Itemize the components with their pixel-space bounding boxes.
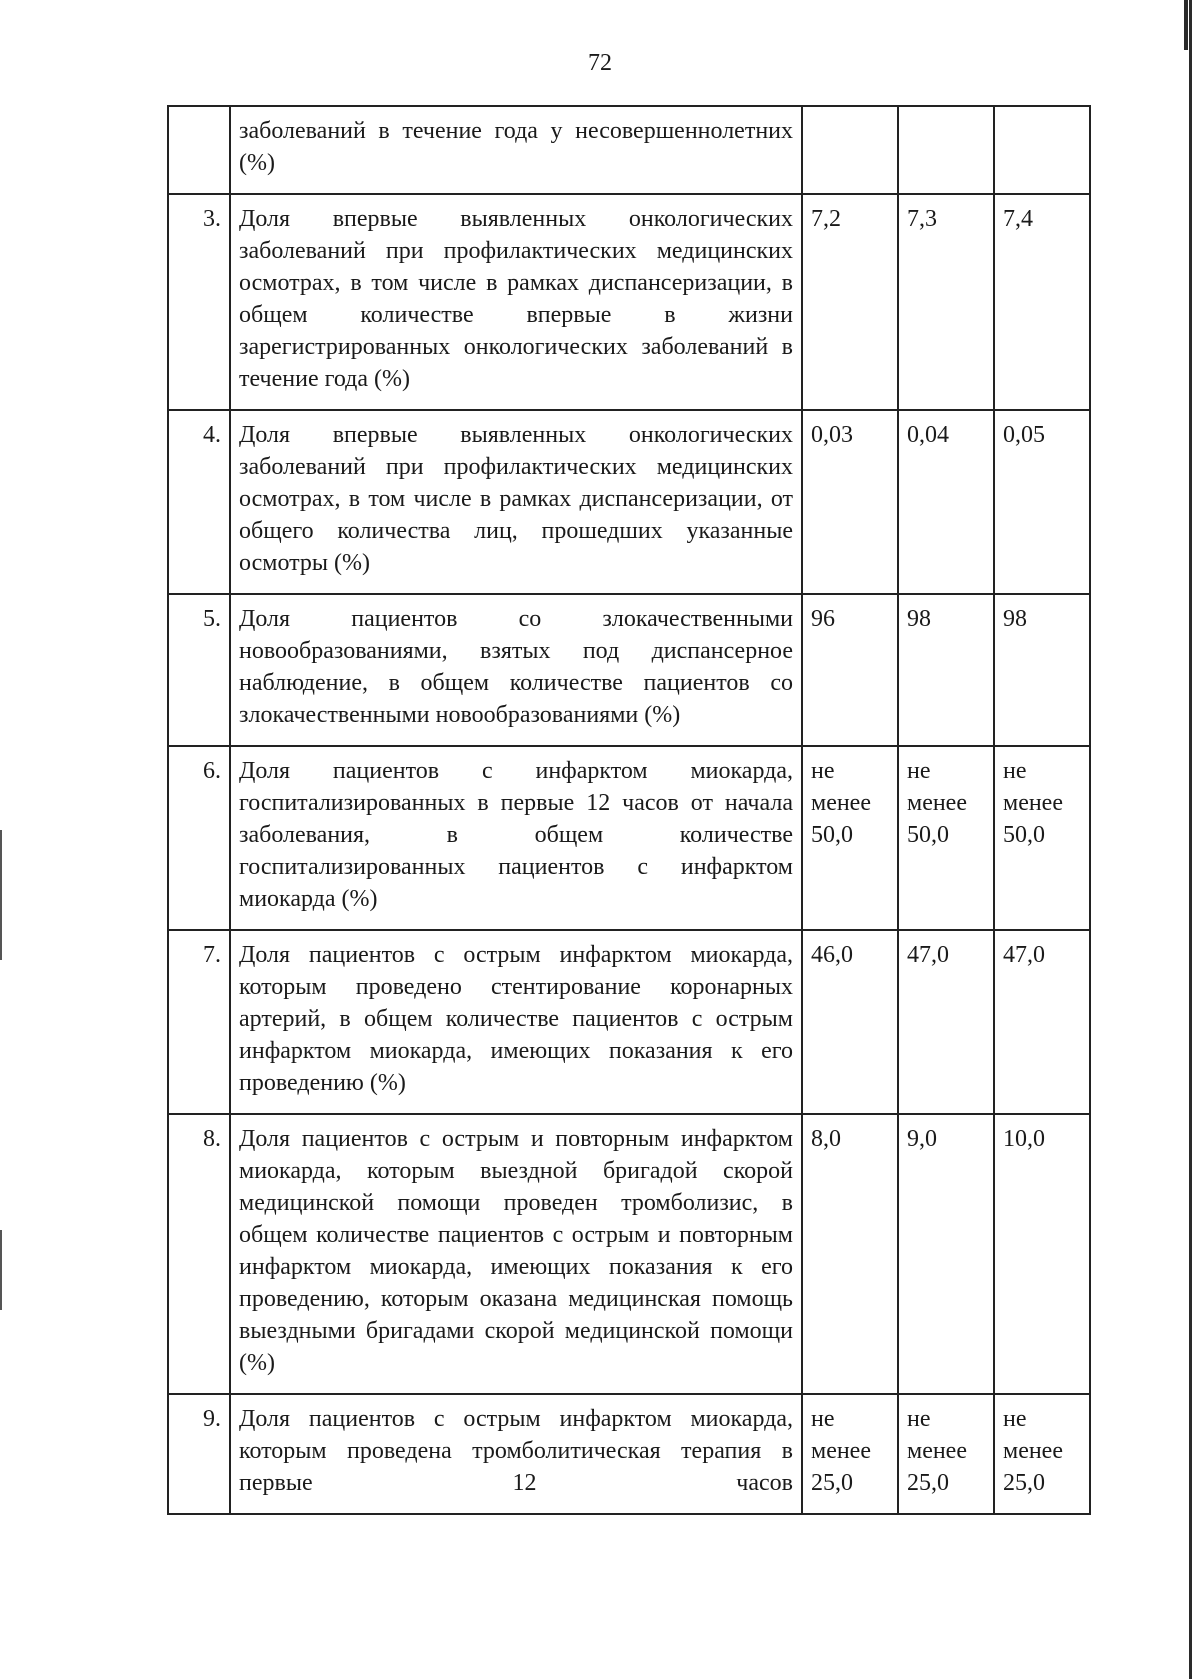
table-row bbox=[168, 746, 1090, 930]
table-row bbox=[168, 1394, 1090, 1514]
row-number: 4. bbox=[168, 410, 230, 594]
row-description: Доля пациентов с инфарктом миокарда, госпитализированных в первые 12 часов от начала заболевания, в общем количестве госпитализированных пациентов с инфарктом миокарда (%) bbox=[230, 746, 802, 930]
row-value-2: 98 bbox=[898, 594, 994, 746]
row-description: Доля впервые выявленных онкологических заболеваний при профилактических медицинских осмотрах, в том числе в рамках диспансеризации, от общего количества лиц, прошедших указанные осмотры (%) bbox=[230, 410, 802, 594]
scan-edge-left bbox=[0, 1230, 2, 1310]
row-value-3: не менее 50,0 bbox=[994, 746, 1090, 930]
table-row bbox=[168, 594, 1090, 746]
indicators-table bbox=[167, 105, 1091, 1515]
row-value-1: 7,2 bbox=[802, 194, 898, 410]
row-number: 9. bbox=[168, 1394, 230, 1514]
row-value-1: 8,0 bbox=[802, 1114, 898, 1394]
row-value-3: 47,0 bbox=[994, 930, 1090, 1114]
row-value-2: 7,3 bbox=[898, 194, 994, 410]
table-row bbox=[168, 410, 1090, 594]
row-description: Доля пациентов с острым и повторным инфарктом миокарда, которым выездной бригадой скорой медицинской помощи проведен тромболизис, в общем количестве пациентов с острым и повторным инфарктом миокарда, имеющих показания к его проведению, которым оказана медицинская помощь выездными бригадами скорой медицинской помощи (%) bbox=[230, 1114, 802, 1394]
row-value-3: не менее 25,0 bbox=[994, 1394, 1090, 1514]
row-number bbox=[168, 106, 230, 194]
row-value-1: не менее 25,0 bbox=[802, 1394, 898, 1514]
page-number: 72 bbox=[588, 50, 612, 76]
row-value-3: 7,4 bbox=[994, 194, 1090, 410]
row-value-2: 9,0 bbox=[898, 1114, 994, 1394]
scan-edge-top bbox=[1184, 0, 1188, 50]
row-value-2: 0,04 bbox=[898, 410, 994, 594]
row-number: 5. bbox=[168, 594, 230, 746]
row-description: Доля пациентов с острым инфарктом миокарда, которым проведено стентирование коронарных артерий, в общем количестве пациентов с острым инфарктом миокарда, имеющих показания к его проведению (%) bbox=[230, 930, 802, 1114]
row-value-1: 0,03 bbox=[802, 410, 898, 594]
row-value-2 bbox=[898, 106, 994, 194]
row-number: 7. bbox=[168, 930, 230, 1114]
row-value-2: не менее 25,0 bbox=[898, 1394, 994, 1514]
row-value-1: 96 bbox=[802, 594, 898, 746]
row-description: заболеваний в течение года у несовершеннолетних (%) bbox=[230, 106, 802, 194]
row-value-1: 46,0 bbox=[802, 930, 898, 1114]
table-row bbox=[168, 194, 1090, 410]
row-value-3: 10,0 bbox=[994, 1114, 1090, 1394]
table-row bbox=[168, 1114, 1090, 1394]
row-value-1: не менее 50,0 bbox=[802, 746, 898, 930]
row-value-3: 0,05 bbox=[994, 410, 1090, 594]
scan-edge-right bbox=[1189, 0, 1192, 1679]
row-value-1 bbox=[802, 106, 898, 194]
row-description: Доля пациентов с острым инфарктом миокарда, которым проведена тромболитическая терапия в первые 12 часов bbox=[230, 1394, 802, 1514]
row-description: Доля впервые выявленных онкологических заболеваний при профилактических медицинских осмотрах, в том числе в рамках диспансеризации, в общем количестве впервые в жизни зарегистрированных онкологических заболеваний в течение года (%) bbox=[230, 194, 802, 410]
row-value-2: не менее 50,0 bbox=[898, 746, 994, 930]
row-number: 8. bbox=[168, 1114, 230, 1394]
table-row bbox=[168, 930, 1090, 1114]
row-value-3: 98 bbox=[994, 594, 1090, 746]
row-number: 3. bbox=[168, 194, 230, 410]
row-number: 6. bbox=[168, 746, 230, 930]
row-value-3 bbox=[994, 106, 1090, 194]
row-description: Доля пациентов со злокачественными новообразованиями, взятых под диспансерное наблюдение, в общем количестве пациентов со злокачественными новообразованиями (%) bbox=[230, 594, 802, 746]
scan-edge-left bbox=[0, 830, 2, 960]
table-row bbox=[168, 106, 1090, 194]
row-value-2: 47,0 bbox=[898, 930, 994, 1114]
